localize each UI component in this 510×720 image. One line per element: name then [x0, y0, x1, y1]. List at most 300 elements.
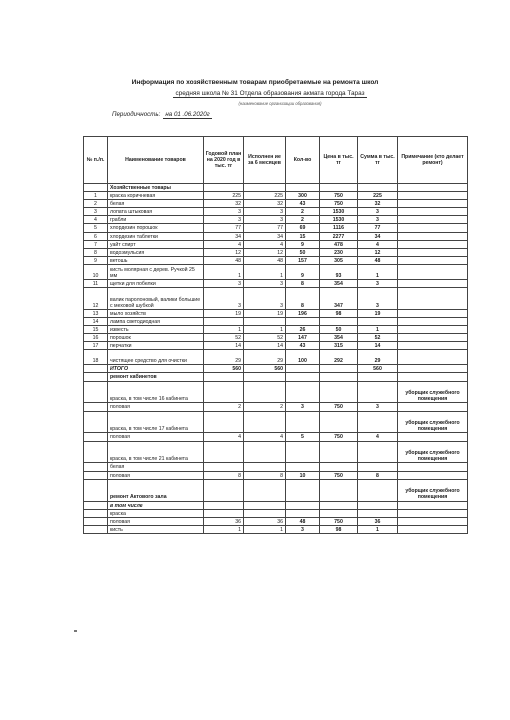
- cell-price: 50: [320, 326, 358, 334]
- cell-name: Хозяйственные товары: [108, 184, 204, 192]
- cell-name: краска, в том числе 17 кабинета: [108, 411, 204, 433]
- cell-plan: 560: [204, 365, 244, 373]
- table-row: [84, 279, 468, 287]
- cell-number: [84, 525, 108, 533]
- cell-execution: [244, 411, 286, 433]
- margin-mark: [74, 630, 77, 632]
- cell-plan: [204, 411, 244, 433]
- cell-note: [398, 373, 468, 381]
- cell-quantity: 26: [286, 326, 320, 334]
- cell-note: [398, 463, 468, 471]
- cell-quantity: 8: [286, 279, 320, 287]
- cell-name: краска: [108, 509, 204, 517]
- cell-execution: 1: [244, 326, 286, 334]
- cell-plan: [204, 373, 244, 381]
- cell-plan: 8: [204, 471, 244, 479]
- col-header-execution: Исполнен ие за 6 месяцев: [244, 137, 286, 184]
- cell-quantity: 5: [286, 433, 320, 441]
- table-row: [84, 433, 468, 441]
- cell-note: [398, 471, 468, 479]
- cell-note: уборщик служебного помещения: [398, 411, 468, 433]
- cell-sum: [358, 381, 398, 403]
- table-row: [84, 525, 468, 533]
- cell-name: лампа светодиодная: [108, 318, 204, 326]
- table-row: [84, 318, 468, 326]
- cell-note: [398, 208, 468, 216]
- cell-note: [398, 248, 468, 256]
- cell-number: [84, 381, 108, 403]
- cell-name: ветошь: [108, 256, 204, 264]
- cell-sum: 3: [358, 216, 398, 224]
- cell-number: 1: [84, 192, 108, 200]
- cell-plan: 225: [204, 192, 244, 200]
- cell-name: чистящее средство для очистки: [108, 350, 204, 365]
- cell-plan: 3: [204, 288, 244, 310]
- cell-number: [84, 463, 108, 471]
- table-row: [84, 192, 468, 200]
- cell-sum: [358, 509, 398, 517]
- cell-price: 305: [320, 256, 358, 264]
- cell-execution: 3: [244, 279, 286, 287]
- table-row: [84, 411, 468, 433]
- cell-execution: 3: [244, 288, 286, 310]
- cell-name: лопата штыковая: [108, 208, 204, 216]
- cell-quantity: 43: [286, 342, 320, 350]
- cell-note: [398, 200, 468, 208]
- organization-caption: (наименование организации образования): [238, 101, 322, 106]
- cell-quantity: [286, 365, 320, 373]
- cell-price: [320, 509, 358, 517]
- cell-price: [320, 365, 358, 373]
- cell-plan: 2: [204, 403, 244, 411]
- cell-note: [398, 279, 468, 287]
- cell-sum: [358, 479, 398, 501]
- cell-name: ИТОГО: [108, 365, 204, 373]
- cell-execution: 3: [244, 216, 286, 224]
- col-header-sum: Сумма в тыс. тг: [358, 137, 398, 184]
- cell-quantity: [286, 411, 320, 433]
- cell-execution: 48: [244, 256, 286, 264]
- cell-number: 15: [84, 326, 108, 334]
- cell-sum: 1: [358, 264, 398, 279]
- cell-number: [84, 509, 108, 517]
- cell-execution: [244, 184, 286, 192]
- cell-sum: 3: [358, 279, 398, 287]
- cell-name: уайт спирт: [108, 240, 204, 248]
- cell-number: 18: [84, 350, 108, 365]
- cell-note: [398, 403, 468, 411]
- cell-quantity: 2: [286, 216, 320, 224]
- cell-execution: 29: [244, 350, 286, 365]
- cell-quantity: 157: [286, 256, 320, 264]
- cell-price: 98: [320, 525, 358, 533]
- cell-execution: 36: [244, 517, 286, 525]
- cell-price: [320, 463, 358, 471]
- cell-execution: [244, 463, 286, 471]
- cell-note: [398, 334, 468, 342]
- periodicity: [112, 111, 212, 118]
- cell-quantity: [286, 184, 320, 192]
- cell-note: [398, 216, 468, 224]
- cell-sum: 225: [358, 192, 398, 200]
- table-row: [84, 240, 468, 248]
- cell-sum: [358, 411, 398, 433]
- cell-sum: [358, 318, 398, 326]
- cell-price: [320, 411, 358, 433]
- cell-quantity: 2: [286, 208, 320, 216]
- cell-execution: [244, 501, 286, 509]
- cell-plan: [204, 318, 244, 326]
- cell-quantity: 3: [286, 403, 320, 411]
- cell-plan: 1: [204, 525, 244, 533]
- cell-execution: [244, 318, 286, 326]
- cell-execution: 225: [244, 192, 286, 200]
- cell-quantity: 10: [286, 471, 320, 479]
- cell-number: [84, 471, 108, 479]
- cell-name: ремонт Актового зала: [108, 479, 204, 501]
- cell-plan: 3: [204, 208, 244, 216]
- cell-sum: 1: [358, 326, 398, 334]
- table-row: [84, 288, 468, 310]
- cell-quantity: 8: [286, 288, 320, 310]
- cell-number: [84, 184, 108, 192]
- cell-name: хлордезин таблетки: [108, 232, 204, 240]
- table-row: [84, 200, 468, 208]
- cell-sum: 3: [358, 403, 398, 411]
- cell-sum: 77: [358, 224, 398, 232]
- organization-name: [120, 90, 420, 97]
- cell-plan: 52: [204, 334, 244, 342]
- cell-note: [398, 240, 468, 248]
- cell-plan: 48: [204, 256, 244, 264]
- cell-price: 354: [320, 279, 358, 287]
- cell-quantity: [286, 373, 320, 381]
- cell-name: краска, в том числе 21 кабинета: [108, 441, 204, 463]
- cell-sum: 12: [358, 248, 398, 256]
- cell-price: 1116: [320, 224, 358, 232]
- table-row: [84, 509, 468, 517]
- table-row: [84, 471, 468, 479]
- document-title: Информация по хозяйственным товарам приобретаемые на ремонта школ: [131, 79, 379, 86]
- cell-plan: 12: [204, 248, 244, 256]
- cell-quantity: 69: [286, 224, 320, 232]
- cell-quantity: 300: [286, 192, 320, 200]
- cell-name: валик паролоновый, валики большие с меховой шубкой: [108, 288, 204, 310]
- cell-name: белая: [108, 200, 204, 208]
- cell-name: кисть: [108, 525, 204, 533]
- cell-plan: 14: [204, 342, 244, 350]
- cell-number: 6: [84, 232, 108, 240]
- cell-note: [398, 525, 468, 533]
- cell-name: водоэмульсия: [108, 248, 204, 256]
- cell-plan: 3: [204, 216, 244, 224]
- cell-execution: 19: [244, 309, 286, 317]
- cell-note: [398, 288, 468, 310]
- cell-sum: [358, 463, 398, 471]
- cell-plan: 4: [204, 433, 244, 441]
- cell-name: краска коричневая: [108, 192, 204, 200]
- cell-price: 2277: [320, 232, 358, 240]
- cell-plan: [204, 441, 244, 463]
- cell-name: половая: [108, 403, 204, 411]
- cell-number: [84, 441, 108, 463]
- table-row: [84, 216, 468, 224]
- cell-execution: 12: [244, 248, 286, 256]
- cell-plan: 32: [204, 200, 244, 208]
- cell-number: 8: [84, 248, 108, 256]
- cell-execution: 14: [244, 342, 286, 350]
- cell-price: 98: [320, 309, 358, 317]
- cell-execution: 4: [244, 240, 286, 248]
- cell-note: [398, 365, 468, 373]
- cell-number: [84, 433, 108, 441]
- cell-sum: 32: [358, 200, 398, 208]
- cell-sum: 3: [358, 208, 398, 216]
- cell-note: [398, 264, 468, 279]
- cell-name: в том числе: [108, 501, 204, 509]
- cell-price: 347: [320, 288, 358, 310]
- cell-number: 3: [84, 208, 108, 216]
- cell-note: [398, 350, 468, 365]
- table-row: [84, 208, 468, 216]
- cell-number: 17: [84, 342, 108, 350]
- cell-execution: 3: [244, 208, 286, 216]
- cell-number: 11: [84, 279, 108, 287]
- cell-price: 750: [320, 471, 358, 479]
- cell-plan: [204, 184, 244, 192]
- cell-number: [84, 517, 108, 525]
- cell-quantity: 48: [286, 517, 320, 525]
- table-row: [84, 342, 468, 350]
- cell-price: [320, 318, 358, 326]
- cell-note: [398, 326, 468, 334]
- cell-number: 14: [84, 318, 108, 326]
- cell-price: 230: [320, 248, 358, 256]
- table-row: [84, 224, 468, 232]
- cell-quantity: 9: [286, 264, 320, 279]
- table-row: [84, 381, 468, 403]
- cell-sum: [358, 184, 398, 192]
- cell-plan: 4: [204, 240, 244, 248]
- cell-note: [398, 433, 468, 441]
- cell-name: половая: [108, 471, 204, 479]
- cell-plan: [204, 509, 244, 517]
- cell-price: 478: [320, 240, 358, 248]
- cell-name: кисть молярная с дерев. Ручкой 25 мм: [108, 264, 204, 279]
- cell-execution: 8: [244, 471, 286, 479]
- cell-execution: 34: [244, 232, 286, 240]
- cell-sum: 19: [358, 309, 398, 317]
- cell-note: [398, 192, 468, 200]
- cell-execution: [244, 441, 286, 463]
- cell-name: порошок: [108, 334, 204, 342]
- col-header-note: Примечание (кто делает ремонт): [398, 137, 468, 184]
- table-row: [84, 184, 468, 192]
- cell-price: [320, 501, 358, 509]
- cell-execution: 4: [244, 433, 286, 441]
- cell-execution: 1: [244, 264, 286, 279]
- cell-sum: 3: [358, 288, 398, 310]
- cell-sum: 4: [358, 240, 398, 248]
- cell-price: [320, 479, 358, 501]
- cell-name: грабли: [108, 216, 204, 224]
- table-row: [84, 501, 468, 509]
- cell-plan: [204, 479, 244, 501]
- cell-number: 13: [84, 309, 108, 317]
- cell-execution: [244, 373, 286, 381]
- cell-name: щетки для побелки: [108, 279, 204, 287]
- cell-number: 2: [84, 200, 108, 208]
- periodicity-label: Периодичность:: [112, 111, 161, 118]
- cell-sum: 48: [358, 256, 398, 264]
- cell-quantity: 50: [286, 248, 320, 256]
- table-body: [84, 184, 468, 534]
- table-header-row: [84, 137, 468, 184]
- table-row: [84, 326, 468, 334]
- cell-number: [84, 403, 108, 411]
- cell-price: [320, 381, 358, 403]
- cell-sum: 8: [358, 471, 398, 479]
- cell-price: 354: [320, 334, 358, 342]
- cell-name: половая: [108, 433, 204, 441]
- cell-number: 7: [84, 240, 108, 248]
- cell-price: 750: [320, 192, 358, 200]
- table-row: [84, 264, 468, 279]
- cell-quantity: [286, 479, 320, 501]
- cell-name: перчатки: [108, 342, 204, 350]
- col-header-price: Цена в тыс. тг: [320, 137, 358, 184]
- cell-execution: 560: [244, 365, 286, 373]
- cell-price: 1530: [320, 208, 358, 216]
- cell-number: [84, 411, 108, 433]
- cell-quantity: 15: [286, 232, 320, 240]
- cell-quantity: [286, 501, 320, 509]
- cell-price: 750: [320, 403, 358, 411]
- cell-number: 12: [84, 288, 108, 310]
- cell-execution: 52: [244, 334, 286, 342]
- cell-note: [398, 342, 468, 350]
- organization-text: средняя школа № 31 Отдела образования акмата города Тараз: [175, 90, 365, 97]
- cell-plan: 3: [204, 279, 244, 287]
- cell-sum: 560: [358, 365, 398, 373]
- col-header-number: № п./п.: [84, 137, 108, 184]
- cell-execution: [244, 479, 286, 501]
- cell-note: уборщик служебного помещения: [398, 441, 468, 463]
- cell-number: [84, 479, 108, 501]
- cell-name: хлордезин порошок: [108, 224, 204, 232]
- table-row: [84, 479, 468, 501]
- cell-number: 16: [84, 334, 108, 342]
- cell-number: [84, 365, 108, 373]
- table-row: [84, 365, 468, 373]
- table-row: [84, 350, 468, 365]
- cell-plan: [204, 501, 244, 509]
- table-row: [84, 373, 468, 381]
- cell-number: 9: [84, 256, 108, 264]
- cell-plan: [204, 381, 244, 403]
- cell-quantity: 3: [286, 525, 320, 533]
- cell-note: [398, 318, 468, 326]
- cell-sum: 1: [358, 525, 398, 533]
- cell-note: [398, 517, 468, 525]
- table-row: [84, 463, 468, 471]
- cell-sum: 14: [358, 342, 398, 350]
- cell-price: 93: [320, 264, 358, 279]
- cell-note: [398, 256, 468, 264]
- cell-note: [398, 184, 468, 192]
- cell-quantity: [286, 441, 320, 463]
- col-header-plan: Годовой план на 2020 год в тыс. тг: [204, 137, 244, 184]
- cell-quantity: [286, 381, 320, 403]
- cell-note: [398, 501, 468, 509]
- cell-sum: [358, 373, 398, 381]
- cell-sum: 29: [358, 350, 398, 365]
- cell-sum: [358, 441, 398, 463]
- cell-name: половая: [108, 517, 204, 525]
- cell-price: 292: [320, 350, 358, 365]
- cell-number: 5: [84, 224, 108, 232]
- col-header-quantity: Кол-во: [286, 137, 320, 184]
- cell-quantity: [286, 463, 320, 471]
- cell-quantity: 196: [286, 309, 320, 317]
- cell-sum: [358, 501, 398, 509]
- goods-table: [83, 136, 468, 534]
- cell-plan: 36: [204, 517, 244, 525]
- cell-number: [84, 501, 108, 509]
- cell-plan: 77: [204, 224, 244, 232]
- cell-quantity: 43: [286, 200, 320, 208]
- col-header-name: Наименование товаров: [108, 137, 204, 184]
- cell-note: уборщик служебного помещения: [398, 381, 468, 403]
- cell-quantity: [286, 318, 320, 326]
- table-row: [84, 403, 468, 411]
- cell-number: [84, 373, 108, 381]
- cell-plan: 1: [204, 326, 244, 334]
- cell-name: белая: [108, 463, 204, 471]
- cell-plan: 1: [204, 264, 244, 279]
- cell-number: 4: [84, 216, 108, 224]
- table-row: [84, 248, 468, 256]
- cell-name: краска, в том числе 16 кабинета: [108, 381, 204, 403]
- cell-execution: 77: [244, 224, 286, 232]
- periodicity-value: на 01 .06.2020г: [165, 111, 210, 118]
- cell-price: [320, 441, 358, 463]
- cell-number: 10: [84, 264, 108, 279]
- cell-execution: [244, 381, 286, 403]
- table-row: [84, 517, 468, 525]
- cell-sum: 36: [358, 517, 398, 525]
- table-row: [84, 334, 468, 342]
- cell-price: 750: [320, 433, 358, 441]
- cell-quantity: [286, 509, 320, 517]
- cell-name: мыло хозяйств: [108, 309, 204, 317]
- cell-note: уборщик служебного помещения: [398, 479, 468, 501]
- cell-plan: 34: [204, 232, 244, 240]
- cell-execution: 2: [244, 403, 286, 411]
- cell-quantity: 100: [286, 350, 320, 365]
- cell-plan: 29: [204, 350, 244, 365]
- table-row: [84, 256, 468, 264]
- cell-price: 1530: [320, 216, 358, 224]
- cell-price: [320, 184, 358, 192]
- cell-execution: [244, 509, 286, 517]
- cell-sum: 34: [358, 232, 398, 240]
- cell-name: известь: [108, 326, 204, 334]
- cell-quantity: 9: [286, 240, 320, 248]
- cell-price: [320, 373, 358, 381]
- cell-name: ремонт кабинетов: [108, 373, 204, 381]
- cell-price: 750: [320, 200, 358, 208]
